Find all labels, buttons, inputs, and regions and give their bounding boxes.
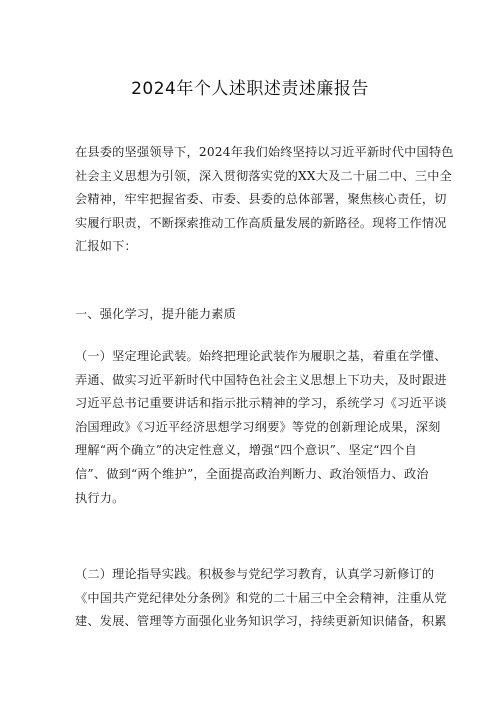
paragraph-1: [75, 345, 447, 510]
text-line: 理解“两个确立”的决定性意义，增强“四个意识”、坚定“四个自: [75, 443, 417, 458]
section-heading-text: 一、强化学习，提升能力素质: [75, 307, 237, 321]
page-title: 2024年个人述职述责述廉报告: [131, 79, 369, 99]
text-line: 执行力。: [75, 490, 125, 505]
section-heading: [75, 303, 427, 327]
text-line: 在县委的坚强领导下，2024年我们始终坚持以习近平新时代中国特色: [75, 145, 454, 159]
text-line: 习近平总书记重要讲话和指示批示精神的学习，系统学习《习近平谈: [75, 396, 447, 411]
text-line: 社会主义思想为引领，深入贯彻落实党的XX大及二十届二中、三中全: [75, 168, 452, 183]
text-line: （二）理论指导实践。积极参与党纪学习教育，认真学习新修订的: [75, 567, 435, 581]
text-line: 建、发展、管理等方面强化业务知识学习，持续更新知识储备，积累: [75, 614, 447, 629]
text-line: （一）坚定理论武装。始终把理论武装作为履职之基，着重在学懂、: [75, 349, 447, 363]
text-line: 《中国共产党纪律处分条例》和党的二十届三中全会精神，注重从党: [75, 590, 447, 605]
paragraph-2: [75, 563, 447, 634]
intro-paragraph: [75, 141, 454, 259]
text-line: 弄通、做实习近平新时代中国特色社会主义思想上下功夫，及时跟进: [75, 372, 447, 387]
text-line: 治国理政》《习近平经济思想学习纲要》等党的创新理论成果，深刻: [75, 419, 441, 434]
text-line: 会精神，牢牢把握省委、市委、县委的总体部署，聚焦核心责任，切: [75, 192, 447, 207]
text-line: 汇报如下：: [75, 239, 137, 254]
text-line: 信”、做到“两个维护”，全面提高政治判断力、政治领悟力、政治: [75, 466, 429, 481]
text-line: 实履行职责，不断探索推动工作高质量发展的新路径。现将工作情况: [75, 215, 447, 230]
